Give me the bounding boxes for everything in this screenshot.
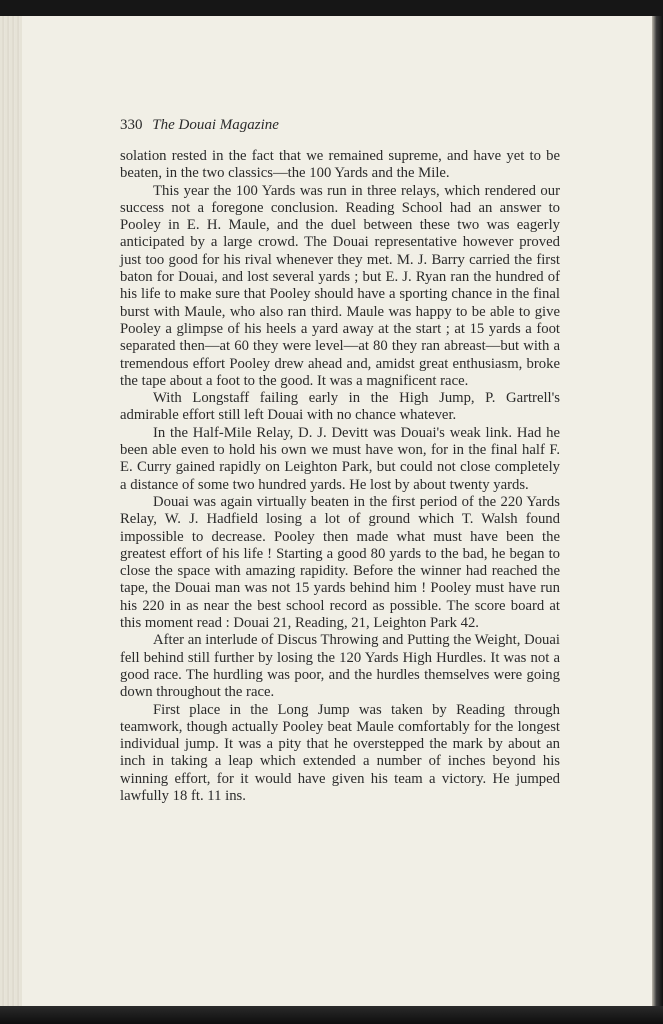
running-header — [120, 117, 279, 134]
scan-bottom-border — [0, 1006, 663, 1024]
magazine-title: The Douai Magazine — [152, 117, 279, 133]
paragraph: After an interlude of Discus Throwing and Putting the Weight, Douai fell behind still further by losing the 120 Yards High Hurdles. It was not a good race. The hurdling was poor, and the hurdles themselves were going down throughout the race. — [120, 632, 560, 701]
page-edge-left — [0, 16, 22, 1006]
paragraph: With Longstaff failing early in the High Jump, P. Gartrell's admirable effort still left Douai with no chance whatever. — [120, 390, 560, 424]
page-edge-right — [652, 16, 663, 1006]
paragraph: In the Half-Mile Relay, D. J. Devitt was Douai's weak link. Had he been able even to hold his own we must have won, for in the final half F. E. Curry gained rapidly on Leighton Park, but could not close completely a distance of some two hundred yards. He lost by about twenty yards. — [120, 424, 560, 493]
paragraph-continued: solation rested in the fact that we remained supreme, and have yet to be beaten, in the two classics—the 100 Yards and the Mile. — [120, 148, 560, 182]
scan-top-border — [0, 0, 663, 16]
paragraph: Douai was again virtually beaten in the first period of the 220 Yards Relay, W. J. Hadfield losing a lot of ground which T. Walsh found impossible to decrease. Pooley then made what must have been the greatest effort of his life ! Starting a good 80 yards to the bad, he began to close the space with amazing rapidity. Before the winner had reached the tape, the Douai man was not 15 yards behind him ! Pooley must have run his 220 in as near the best school record as possible. The score board at this moment read : Douai 21, Reading, 21, Leighton Park 42. — [120, 493, 560, 632]
article-body — [120, 148, 560, 805]
paragraph: First place in the Long Jump was taken by Reading through teamwork, though actually Pooley beat Maule comfortably for the longest individual jump. It was a pity that he overstepped the mark by about an inch in taking a leap which extended a number of inches beyond his winning effort, for it would have given his team a victory. He jumped lawfully 18 ft. 11 ins. — [120, 701, 560, 804]
page-number: 330 — [120, 117, 143, 133]
paragraph: This year the 100 Yards was run in three relays, which rendered our success not a foregone conclusion. Reading School had an answer to Pooley in E. H. Maule, and the duel between these two was eagerly anticipated by a large crowd. The Douai representative however proved just too good for his rival whenever they met. M. J. Barry carried the first baton for Douai, and lost several yards ; but E. J. Ryan ran the hundred of his life to make sure that Pooley should have a sporting chance in the final burst with Maule, who also ran third. Maule was happy to be able to give Pooley a glimpse of his heels a yard away at the start ; at 15 yards a foot separated then—at 60 they were level—at 80 they ran abreast—but with a tremendous effort Pooley drew ahead and, amidst great enthusiasm, broke the tape about a foot to the good. It was a magnificent race. — [120, 182, 560, 389]
